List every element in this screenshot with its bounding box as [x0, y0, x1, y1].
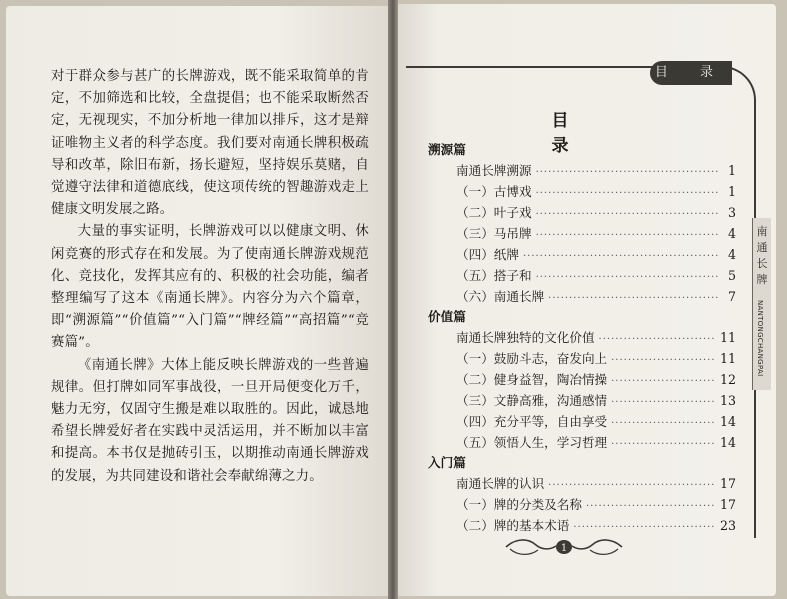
side-strip-latin: NANTONGCHANGPAI	[756, 300, 764, 377]
toc-entry[interactable]	[428, 473, 736, 494]
toc-leader-dots	[599, 329, 716, 350]
side-title-strip	[752, 218, 771, 390]
book-gutter	[388, 0, 398, 599]
toc-entry-label: （五）领悟人生，学习哲理	[456, 435, 608, 450]
toc-entry-label: 南通长牌的认识	[456, 476, 545, 491]
toc-entry-label: （二）健身益智，陶冶情操	[456, 372, 608, 387]
toc-section-title: 溯源篇	[428, 142, 466, 157]
toc-section-title: 入门篇	[428, 455, 466, 470]
toc-leader-dots	[536, 183, 718, 204]
toc-leader-dots	[536, 225, 718, 246]
page-number: 1	[560, 543, 568, 554]
toc-entry-page: 11	[719, 351, 736, 366]
toc-leader-dots	[611, 413, 716, 434]
ornament-right-curl	[590, 549, 618, 554]
toc-entry-page: 17	[719, 476, 736, 491]
toc-entry-page: 3	[727, 205, 736, 220]
paragraph-1: 对于群众参与甚广的长牌游戏，既不能采取简单的肯定，不加筛选和比较，全盘提倡；也不能采取断然否定，无视现实，不加分析地一律加以排斥，这才是辩证唯物主义者的科学态度。我们要对南通长牌积极疏导和改革，除旧布新，扬长避短，坚持娱乐莫赌，自觉遵守法律和道德底线，使这项传统的智趣游戏走上健康文明发展之路。	[51, 69, 369, 218]
toc-leader-dots	[611, 371, 716, 392]
toc-entry[interactable]	[428, 223, 736, 244]
toc-leader-dots	[548, 288, 718, 309]
toc-entry[interactable]	[428, 348, 736, 369]
toc-entry-label: （一）鼓励斗志，奋发向上	[456, 351, 608, 366]
toc-leader-dots	[611, 392, 716, 413]
table-of-contents	[428, 140, 736, 536]
toc-entry-page: 5	[727, 268, 736, 283]
toc-entry[interactable]	[428, 286, 736, 307]
toc-leader-dots	[536, 162, 718, 183]
toc-leader-dots	[548, 475, 716, 496]
toc-entry-page: 12	[719, 372, 736, 387]
toc-entry[interactable]	[428, 432, 736, 453]
toc-section-title: 价值篇	[428, 309, 466, 324]
toc-entry-label: （一）古博戏	[456, 184, 532, 199]
toc-entry[interactable]	[428, 327, 736, 348]
toc-entry-label: （一）牌的分类及名称	[456, 497, 582, 512]
toc-entry[interactable]	[428, 181, 736, 202]
toc-entry-label: （二）牌的基本术语	[456, 518, 570, 533]
page-number-ornament	[502, 536, 626, 558]
toc-entry[interactable]	[428, 494, 736, 515]
toc-entry-label: 南通长牌独特的文化价值	[456, 330, 595, 345]
toc-leader-dots	[536, 204, 718, 225]
toc-entry-label: （三）马吊牌	[456, 226, 532, 241]
toc-entry[interactable]	[428, 515, 736, 536]
toc-entry[interactable]	[428, 244, 736, 265]
toc-leader-dots	[611, 350, 716, 371]
toc-entry-page: 13	[719, 393, 736, 408]
toc-entry-page: 23	[719, 518, 736, 533]
toc-entry-page: 4	[727, 226, 736, 241]
toc-entry[interactable]	[428, 411, 736, 432]
toc-entry[interactable]	[428, 265, 736, 286]
toc-header-tab: 目 录	[650, 61, 732, 85]
toc-entry-label: （二）叶子戏	[456, 205, 532, 220]
toc-entry[interactable]	[428, 369, 736, 390]
side-strip-title: 南通长牌	[756, 225, 768, 286]
toc-entry[interactable]	[428, 202, 736, 223]
toc-entry-label: （四）充分平等，自由享受	[456, 414, 608, 429]
toc-entry-label: 南通长牌溯源	[456, 163, 532, 178]
toc-leader-dots	[573, 517, 716, 538]
toc-title: 目 录	[551, 111, 599, 156]
toc-entry-label: （六）南通长牌	[456, 289, 545, 304]
toc-entry-label: （五）搭子和	[456, 268, 532, 283]
toc-leader-dots	[611, 434, 716, 455]
toc-entry-page: 1	[727, 184, 736, 199]
paragraph-3: 《南通长牌》大体上能反映长牌游戏的一些普遍规律。但打牌如同军事战役，一旦开局便变化万千，魅力无穷，仅固守生搬是难以取胜的。因此，诚恳地希望长牌爱好者在实践中灵活运用，并不断加以丰富和提高。本书仅是抛砖引玉，以期推动南通长牌游戏的发展，为共同建设和谐社会奉献绵薄之力。	[51, 357, 369, 484]
toc-entry[interactable]	[428, 160, 736, 181]
toc-entry-page: 14	[719, 435, 736, 450]
toc-entry-page: 11	[719, 330, 736, 345]
toc-entry-label: （三）文静高雅，沟通感情	[456, 393, 608, 408]
toc-entry-page: 7	[727, 289, 736, 304]
toc-leader-dots	[586, 496, 716, 517]
toc-leader-dots	[523, 246, 718, 267]
toc-entry[interactable]	[428, 390, 736, 411]
toc-entry-page: 4	[727, 247, 736, 262]
paragraph-2: 大量的事实证明，长牌游戏可以以健康文明、休闲竞赛的形式存在和发展。为了使南通长牌游戏规范化、竞技化，发挥其应有的、积极的社会功能，编者整理编写了这本《南通长牌》。内容分为六个篇章，即“溯源篇”“价值篇”“入门篇”“牌经篇”“高招篇”“竞赛篇”。	[51, 224, 369, 351]
ornament-left-curl	[510, 549, 538, 554]
toc-entry-label: （四）纸牌	[456, 247, 519, 262]
toc-entry-page: 14	[719, 414, 736, 429]
ornament-left-flourish	[506, 540, 556, 549]
left-page-body	[51, 66, 369, 488]
toc-leader-dots	[536, 267, 718, 288]
toc-entry-page: 1	[727, 163, 736, 178]
toc-entry-page: 17	[719, 497, 736, 512]
ornament-right-flourish	[572, 540, 622, 549]
